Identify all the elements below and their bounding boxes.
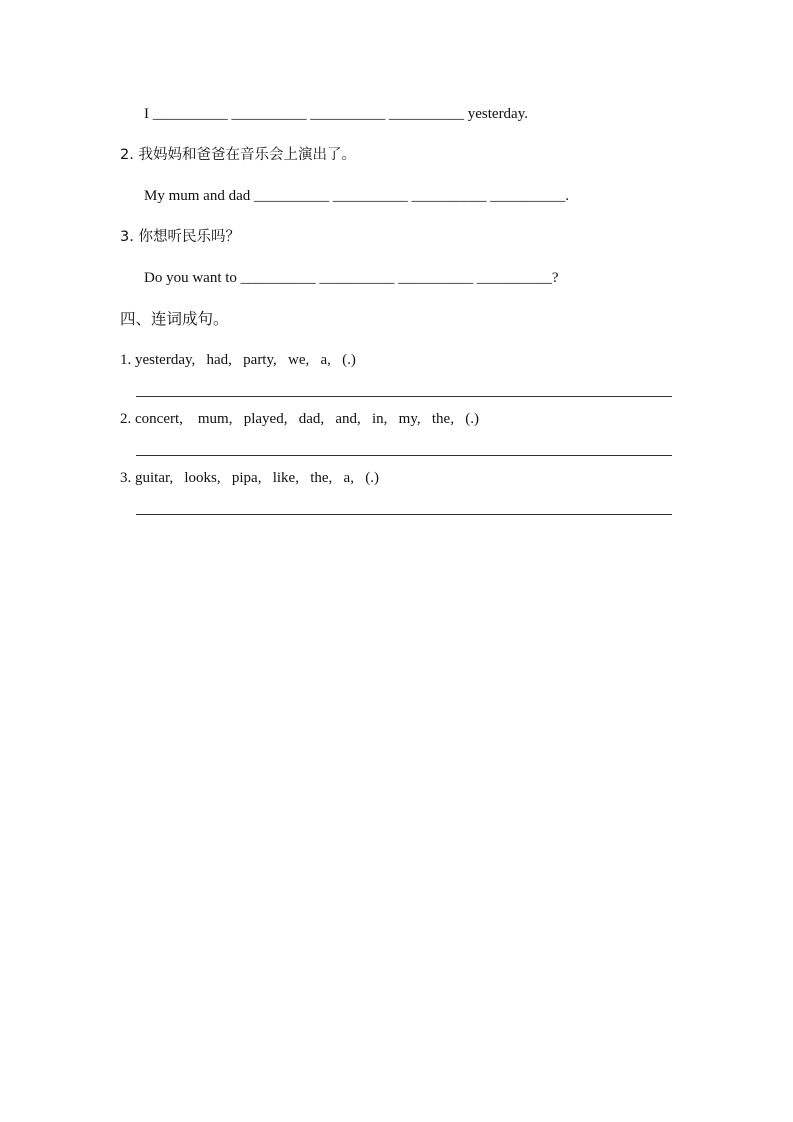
scrambled-words-1: 1. yesterday, had, party, we, a, (.) bbox=[120, 352, 356, 368]
scrambled-words-3: 3. guitar, looks, pipa, like, the, a, (.) bbox=[120, 470, 379, 486]
answer-rule-1[interactable] bbox=[136, 396, 672, 397]
section-4-title: 四、连词成句。 bbox=[120, 310, 229, 328]
question-2-prompt: 2. 我妈妈和爸爸在音乐会上演出了。 bbox=[120, 147, 356, 163]
question-3-prompt: 3. 你想听民乐吗？ bbox=[120, 229, 240, 245]
answer-line-1: I __________ __________ __________ __________ yesterday. bbox=[144, 106, 528, 122]
answer-rule-2[interactable] bbox=[136, 455, 672, 456]
answer-line-2: My mum and dad __________ __________ __________ __________. bbox=[144, 188, 569, 204]
answer-rule-3[interactable] bbox=[136, 514, 672, 515]
scrambled-words-2: 2. concert, mum, played, dad, and, in, my, the, (.) bbox=[120, 411, 479, 427]
answer-line-3: Do you want to __________ __________ __________ __________? bbox=[144, 270, 559, 286]
